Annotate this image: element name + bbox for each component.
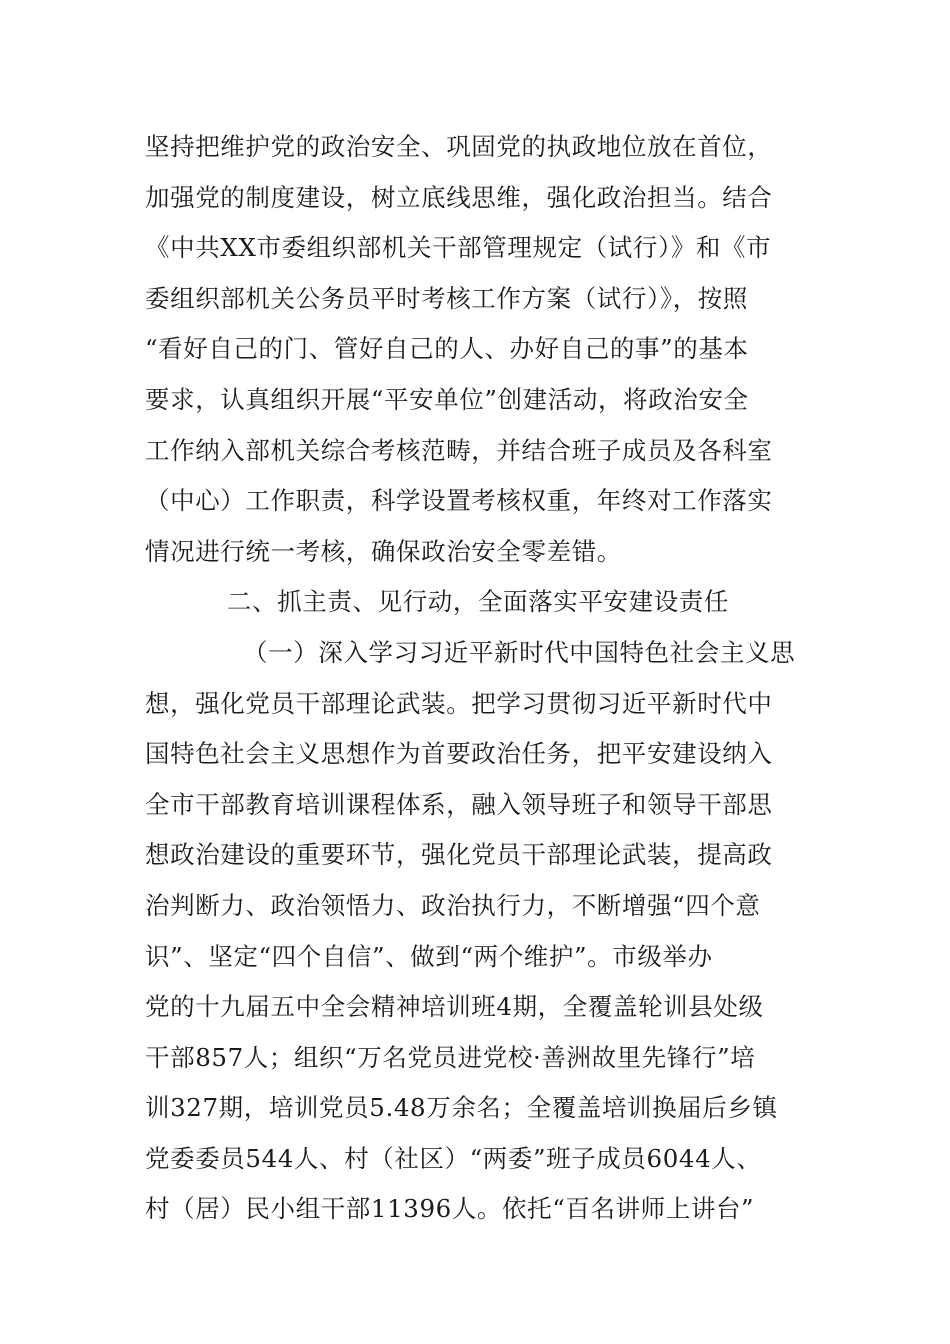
paragraph-line: 要求，认真组织开展“平安单位”创建活动，将政治安全 xyxy=(145,384,749,414)
paragraph-line: 工作纳入部机关综合考核范畴，并结合班子成员及各科室 xyxy=(145,435,773,465)
paragraph-line: 加强党的制度建设，树立底线思维，强化政治担当。结合 xyxy=(145,182,773,212)
paragraph-line: 训327期，培训党员5.48万余名；全覆盖培训换届后乡镇 xyxy=(145,1093,778,1123)
paragraph-line: 党委委员544人、村（社区）“两委”班子成员6044人、 xyxy=(145,1143,762,1173)
paragraph-line: 治判断力、政治领悟力、政治执行力，不断增强“四个意 xyxy=(145,890,761,920)
paragraph-line: 想，强化党员干部理论武装。把学习贯彻习近平新时代中 xyxy=(145,688,773,718)
subsection-heading: （一）深入学习习近平新时代中国特色社会主义思 xyxy=(243,637,796,667)
paragraph-line: （中心）工作职责，科学设置考核权重，年终对工作落实 xyxy=(145,486,773,516)
paragraph-line: 情况进行统一考核，确保政治安全零差错。 xyxy=(145,536,622,566)
body-text xyxy=(145,122,825,1235)
paragraph-line: 村（居）民小组干部11396人。依托“百名讲师上讲台” xyxy=(145,1194,755,1224)
paragraph-line: 干部857人；组织“万名党员进党校·善洲故里先锋行”培 xyxy=(145,1042,756,1072)
paragraph-line: 党的十九届五中全会精神培训班4期，全覆盖轮训县处级 xyxy=(145,992,764,1022)
paragraph-line: 委组织部机关公务员平时考核工作方案（试行）》，按照 xyxy=(145,283,748,313)
paragraph-line: 国特色社会主义思想作为首要政治任务，把平安建设纳入 xyxy=(145,739,773,769)
paragraph-line: 识”、坚定“四个自信”、做到“两个维护”。市级举办 xyxy=(145,941,713,971)
section-heading: 二、抓主责、见行动，全面落实平安建设责任 xyxy=(227,587,729,617)
paragraph-line: 想政治建设的重要环节，强化党员干部理论武装，提高政 xyxy=(145,840,773,870)
paragraph-line: 坚持把维护党的政治安全、巩固党的执政地位放在首位， xyxy=(145,132,773,161)
paragraph-line: 《中共XX市委组织部机关干部管理规定（试行）》和《市 xyxy=(145,233,772,263)
paragraph-line: 全市干部教育培训课程体系，融入领导班子和领导干部思 xyxy=(145,789,773,819)
paragraph-line: “看好自己的门、管好自己的人、办好自己的事”的基本 xyxy=(145,334,749,364)
